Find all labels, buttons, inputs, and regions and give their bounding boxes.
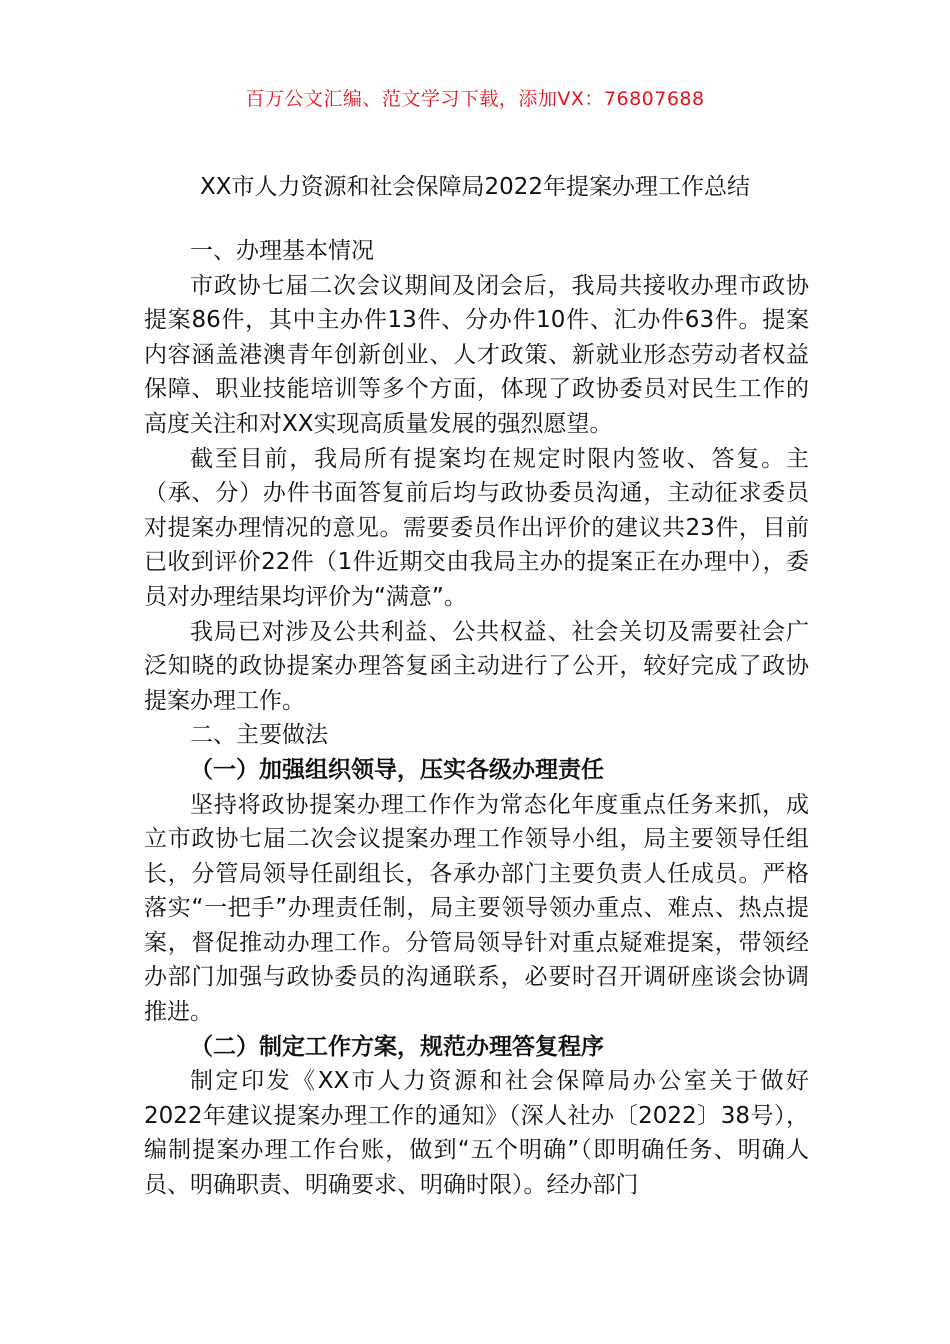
paragraph-reply-status: 截至目前，我局所有提案均在规定时限内签收、答复。主（承、分）办件书面答复前后均与政协委员沟通，主动征求委员对提案办理情况的意见。需要委员作出评价的建议共23件，目前已收到评价22件（1件近期交由我局主办的提案正在办理中），委员对办理结果均评价为“满意”。 [144,445,809,610]
subsection-heading-2: （二）制定工作方案，规范办理答复程序 [190,1033,604,1060]
section-heading-2: 二、主要做法 [190,722,328,749]
section-heading-1: 一、办理基本情况 [190,238,374,264]
paragraph-disclosure: 我局已对涉及公共利益、公共权益、社会关切及需要社会广泛知晓的政协提案办理答复函主动进行了公开，较好完成了政协提案办理工作。 [144,618,809,714]
watermark-text: 百万公文汇编、范文学习下载，添加VX：76807688 [245,88,705,110]
paragraph-organization: 坚持将政协提案办理工作作为常态化年度重点任务来抓，成立市政协七届二次会议提案办理工作领导小组，局主要领导任组长，分管局领导任副组长，各承办部门主要负责人任成员。严格落实“一把手”办理责任制，局主要领导领办重点、难点、热点提案，督促推动办理工作。分管局领导针对重点疑难提案，带领经办部门加强与政协委员的沟通联系，必要时召开调研座谈会协调推进。 [144,791,809,1026]
paragraph-work-plan: 制定印发《XX市人力资源和社会保障局办公室关于做好2022年建议提案办理工作的通知》（深人社办〔2022〕38号），编制提案办理工作台账，做到“五个明确”（即明确任务、明确人员、明确职责、明确要求、明确时限）。经办部门 [144,1068,809,1199]
document-body [144,234,809,1203]
document-title: XX市人力资源和社会保障局2022年提案办理工作总结 [199,174,751,200]
paragraph-basic-situation: 市政协七届二次会议期间及闭会后，我局共接收办理市政协提案86件，其中主办件13件、分办件10件、汇办件63件。提案内容涵盖港澳青年创新创业、人才政策、新就业形态劳动者权益保障、职业技能培训等多个方面，体现了政协委员对民生工作的高度关注和对XX实现高质量发展的强烈愿望。 [144,272,809,437]
subsection-heading-1: （一）加强组织领导，压实各级办理责任 [190,756,604,783]
